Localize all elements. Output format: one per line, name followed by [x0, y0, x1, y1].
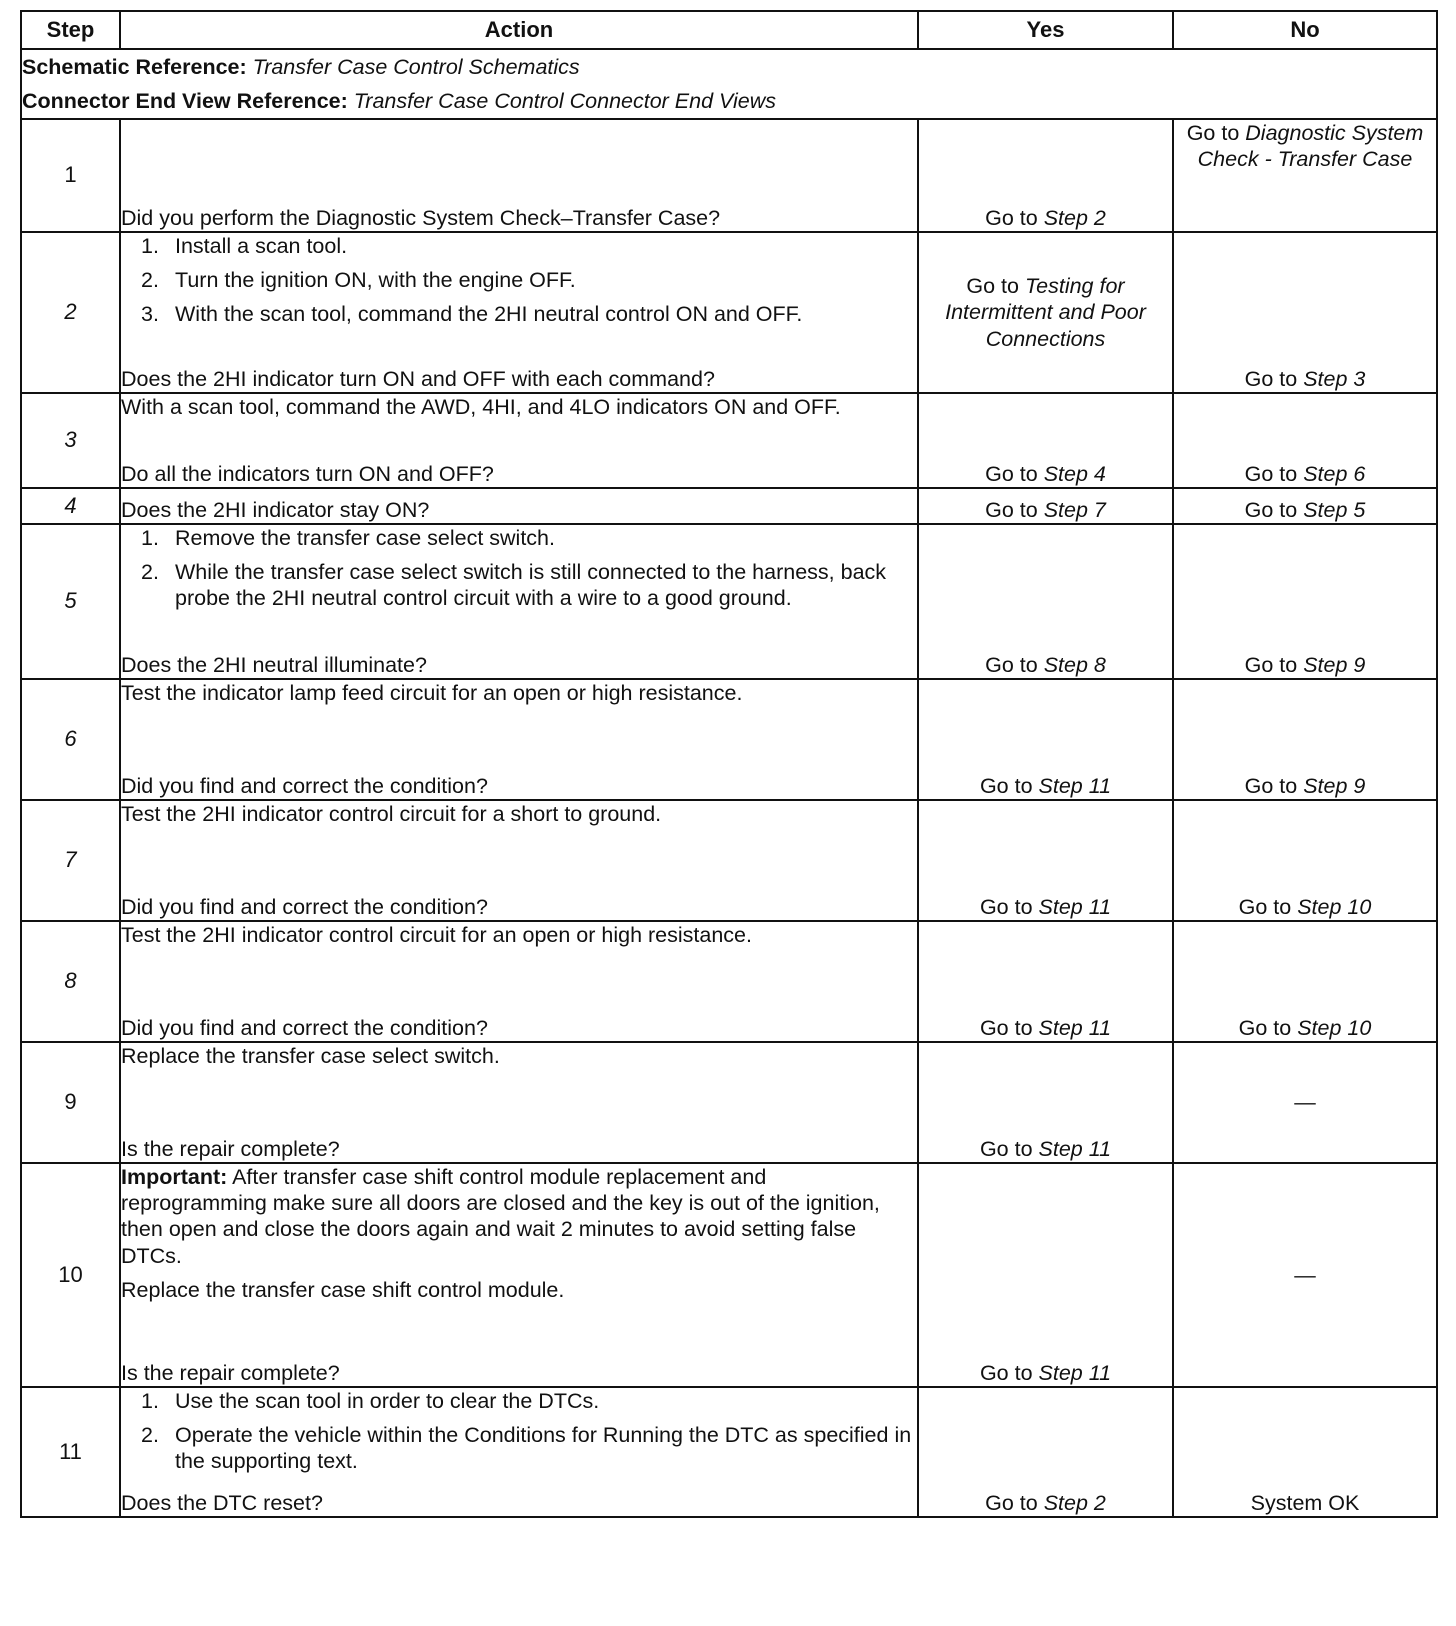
goto-prefix: Go to: [985, 205, 1038, 230]
action-cell: [120, 488, 918, 524]
instruction-item: [121, 233, 917, 259]
yes-goto-link[interactable]: [985, 498, 1106, 522]
schematic-reference-label: Schematic Reference:: [22, 55, 247, 79]
action-cell: [120, 1163, 918, 1387]
no-goto-link[interactable]: [1245, 367, 1366, 391]
action-content: [121, 525, 917, 678]
instruction-number: 2.: [141, 268, 159, 293]
no-goto-link[interactable]: [1245, 774, 1366, 798]
action-instructions: [121, 922, 917, 956]
step-question: Did you find and correct the condition?: [121, 1015, 488, 1040]
yes-goto-link[interactable]: [985, 1491, 1106, 1515]
step-number: 10: [21, 1163, 120, 1387]
goto-prefix: Go to: [985, 652, 1038, 677]
action-content: [121, 1164, 917, 1386]
goto-prefix: Go to: [1244, 366, 1298, 391]
goto-prefix: Go to: [979, 773, 1033, 798]
action-cell: [120, 232, 918, 393]
action-instructions: [121, 525, 917, 620]
yes-outcome-cell: [918, 232, 1173, 393]
instruction-number: 3.: [141, 302, 159, 327]
instruction-text: Install a scan tool.: [175, 234, 348, 258]
yes-outcome-cell: [918, 1387, 1173, 1517]
goto-prefix: Go to: [1186, 121, 1240, 145]
step-number: 9: [21, 1042, 120, 1163]
connector-reference-link[interactable]: Transfer Case Control Connector End Views: [353, 89, 776, 113]
instruction-item: [121, 1388, 917, 1414]
no-outcome-cell: [1173, 119, 1437, 232]
instruction-text: Operate the vehicle within the Conditions for Running the DTC as specified in the supporting text.: [175, 1423, 912, 1474]
goto-target: Step 5: [1303, 497, 1366, 522]
step-number: 7: [21, 800, 120, 921]
action-content: [121, 489, 917, 523]
step-number: 6: [21, 679, 120, 800]
yes-outcome-cell: [918, 119, 1173, 232]
action-instructions: [121, 233, 917, 336]
no-outcome-cell: [1173, 232, 1437, 393]
instruction-list: [121, 525, 917, 612]
instruction-number: 2.: [141, 560, 159, 585]
action-cell: [120, 524, 918, 679]
step-number: 8: [21, 921, 120, 1042]
no-outcome-cell: [1173, 800, 1437, 921]
instruction-text: Use the scan tool in order to clear the DTCs.: [175, 1389, 600, 1413]
table-row: [21, 800, 1437, 921]
goto-prefix: Go to: [979, 1360, 1033, 1385]
goto-target: Testing for Intermittent and Poor Connections: [945, 274, 1146, 351]
important-text: After transfer case shift control module replacement and reprogramming make sure all doors are closed and the key is out of the ignition, then open and close the doors again and wait 2 minutes to avoid setting false DTCs.: [121, 1165, 880, 1268]
header-no: No: [1173, 11, 1437, 49]
reference-row: [21, 49, 1437, 119]
action-content: [121, 801, 917, 920]
instruction-item: [121, 301, 917, 327]
action-content: [121, 1388, 917, 1516]
goto-target: Step 8: [1043, 652, 1106, 677]
goto-target: Step 11: [1038, 773, 1112, 798]
action-cell: [120, 119, 918, 232]
no-outcome-cell: [1173, 921, 1437, 1042]
goto-prefix: Go to: [1244, 652, 1298, 677]
reference-cell: [21, 49, 1437, 119]
goto-target: Step 3: [1303, 366, 1366, 391]
action-content: [121, 233, 917, 392]
instruction-number: 1.: [141, 526, 159, 550]
no-outcome-cell: [1173, 679, 1437, 800]
step-number: 11: [21, 1387, 120, 1517]
table-row: [21, 119, 1437, 232]
yes-outcome-cell: [918, 488, 1173, 524]
yes-outcome-cell: [918, 800, 1173, 921]
table-row: [21, 1387, 1437, 1517]
no-goto-link[interactable]: [1239, 895, 1372, 919]
step-question: Did you find and correct the condition?: [121, 894, 488, 919]
goto-prefix: Go to: [979, 894, 1033, 919]
step-question: Is the repair complete?: [121, 1136, 340, 1161]
table-row: [21, 232, 1437, 393]
action-instructions: [121, 801, 917, 835]
goto-prefix: Go to: [985, 1490, 1038, 1515]
instruction-item: [121, 525, 917, 551]
yes-goto-link[interactable]: [980, 895, 1111, 919]
no-goto-link[interactable]: [1245, 498, 1366, 522]
no-outcome-cell: [1173, 1163, 1437, 1387]
action-instructions: [121, 1388, 917, 1483]
no-outcome-cell: [1173, 488, 1437, 524]
yes-goto-link[interactable]: [980, 1361, 1111, 1385]
no-goto-link[interactable]: [1245, 653, 1366, 677]
step-question: Does the 2HI indicator turn ON and OFF with each command?: [121, 366, 715, 391]
schematic-reference-link[interactable]: Transfer Case Control Schematics: [252, 55, 580, 79]
no-outcome-text: —: [1294, 1090, 1316, 1115]
action-cell: [120, 1042, 918, 1163]
instruction-number: 1.: [141, 1389, 159, 1413]
yes-goto-link[interactable]: [985, 653, 1106, 677]
header-action: Action: [120, 11, 918, 49]
instruction-list: [121, 1388, 917, 1475]
no-outcome-text: —: [1294, 1262, 1316, 1287]
goto-prefix: Go to: [1238, 894, 1292, 919]
goto-target: Step 11: [1038, 1136, 1112, 1161]
action-content: [121, 120, 917, 231]
step-question: Did you find and correct the condition?: [121, 773, 488, 798]
goto-target: Step 10: [1297, 894, 1372, 919]
goto-target: Step 7: [1043, 497, 1106, 522]
no-goto-link[interactable]: [1239, 1016, 1372, 1040]
goto-target: Step 2: [1043, 1490, 1106, 1515]
goto-target: Step 11: [1038, 1360, 1112, 1385]
no-goto-link[interactable]: [1187, 121, 1424, 171]
goto-prefix: Go to: [985, 497, 1038, 522]
no-outcome-cell: [1173, 524, 1437, 679]
connector-reference-label: Connector End View Reference:: [22, 89, 348, 113]
goto-target: Step 9: [1303, 773, 1366, 798]
yes-outcome-cell: [918, 1042, 1173, 1163]
table-row: [21, 921, 1437, 1042]
instruction-text: With the scan tool, command the 2HI neutral control ON and OFF.: [175, 302, 803, 327]
goto-target: Step 2: [1043, 205, 1106, 230]
step-question: Did you perform the Diagnostic System Check–Transfer Case?: [121, 205, 721, 230]
instruction-number: 2.: [141, 1423, 159, 1448]
action-content: [121, 394, 917, 487]
no-goto-link[interactable]: [1245, 462, 1366, 486]
connector-reference: [22, 84, 1436, 118]
header-row: [21, 11, 1437, 49]
instruction-text: Remove the transfer case select switch.: [175, 526, 555, 550]
table-row: [21, 488, 1437, 524]
goto-target: Step 6: [1303, 461, 1366, 486]
goto-prefix: Go to: [1244, 773, 1298, 798]
action-instructions: [121, 1043, 917, 1077]
action-cell: [120, 921, 918, 1042]
goto-target: Diagnostic System Check - Transfer Case: [1197, 121, 1424, 172]
no-outcome-cell: [1173, 393, 1437, 488]
goto-prefix: Go to: [1238, 1015, 1292, 1040]
step-question: Do all the indicators turn ON and OFF?: [121, 461, 494, 486]
action-content: [121, 1043, 917, 1162]
instruction-item: [121, 267, 917, 293]
instruction-text: Test the indicator lamp feed circuit for an open or high resistance.: [121, 681, 743, 705]
yes-goto-link[interactable]: [980, 774, 1111, 798]
step-number: 1: [21, 119, 120, 232]
step-question: Is the repair complete?: [121, 1360, 340, 1385]
no-outcome-cell: [1173, 1387, 1437, 1517]
instruction-number: 1.: [141, 234, 159, 258]
instruction-text: While the transfer case select switch is still connected to the harness, back probe the 2HI neutral control circuit with a wire to a good ground.: [175, 560, 887, 611]
instruction-text: With a scan tool, command the AWD, 4HI, and 4LO indicators ON and OFF.: [121, 395, 841, 419]
table-row: [21, 1163, 1437, 1387]
goto-target: Step 9: [1303, 652, 1366, 677]
yes-outcome-cell: [918, 921, 1173, 1042]
instruction-text: Replace the transfer case select switch.: [121, 1044, 500, 1068]
yes-goto-link[interactable]: [980, 1137, 1111, 1161]
action-cell: [120, 1387, 918, 1517]
yes-goto-link[interactable]: [945, 274, 1146, 350]
header-step: Step: [21, 11, 120, 49]
yes-outcome-cell: [918, 393, 1173, 488]
action-content: [121, 922, 917, 1041]
step-number: 3: [21, 393, 120, 488]
goto-target: Step 10: [1297, 1015, 1372, 1040]
instruction-text: Test the 2HI indicator control circuit for a short to ground.: [121, 802, 662, 826]
table-row: [21, 1042, 1437, 1163]
goto-target: Step 4: [1043, 461, 1106, 486]
no-outcome-cell: [1173, 1042, 1437, 1163]
yes-outcome-cell: [918, 524, 1173, 679]
goto-prefix: Go to: [1244, 461, 1298, 486]
yes-outcome-cell: [918, 1163, 1173, 1387]
instruction-text: Test the 2HI indicator control circuit for an open or high resistance.: [121, 923, 752, 947]
yes-goto-link[interactable]: [985, 206, 1106, 230]
instruction-item: [121, 559, 917, 611]
yes-outcome-cell: [918, 679, 1173, 800]
action-content: [121, 680, 917, 799]
yes-goto-link[interactable]: [985, 462, 1106, 486]
header-yes: Yes: [918, 11, 1173, 49]
step-question: Does the 2HI indicator stay ON?: [121, 497, 430, 522]
step-question: Does the 2HI neutral illuminate?: [121, 652, 427, 677]
action-cell: [120, 800, 918, 921]
instruction-text: Replace the transfer case shift control module.: [121, 1277, 565, 1302]
action-instructions: [121, 680, 917, 714]
goto-prefix: Go to: [1244, 497, 1298, 522]
step-number: 5: [21, 524, 120, 679]
goto-target: Step 11: [1038, 1015, 1112, 1040]
action-instructions: [121, 394, 917, 428]
no-outcome-text: System OK: [1250, 1490, 1360, 1515]
action-cell: [120, 393, 918, 488]
action-instructions: [121, 1164, 917, 1311]
step-number: 4: [21, 488, 120, 524]
diagnostic-table: [20, 10, 1438, 1518]
step-number: 2: [21, 232, 120, 393]
goto-target: Step 11: [1038, 894, 1112, 919]
important-note: [121, 1164, 917, 1269]
table-row: [21, 524, 1437, 679]
action-cell: [120, 679, 918, 800]
instruction-item: [121, 1422, 917, 1474]
table-row: [21, 679, 1437, 800]
goto-prefix: Go to: [966, 274, 1019, 299]
important-label: Important:: [121, 1165, 228, 1189]
table-row: [21, 393, 1437, 488]
schematic-reference: [22, 50, 1436, 84]
goto-prefix: Go to: [979, 1015, 1033, 1040]
goto-prefix: Go to: [979, 1136, 1033, 1161]
step-question: Does the DTC reset?: [121, 1490, 323, 1515]
instruction-text: Turn the ignition ON, with the engine OFF.: [175, 268, 576, 293]
goto-prefix: Go to: [985, 461, 1038, 486]
yes-goto-link[interactable]: [980, 1016, 1111, 1040]
instruction-list: [121, 233, 917, 328]
